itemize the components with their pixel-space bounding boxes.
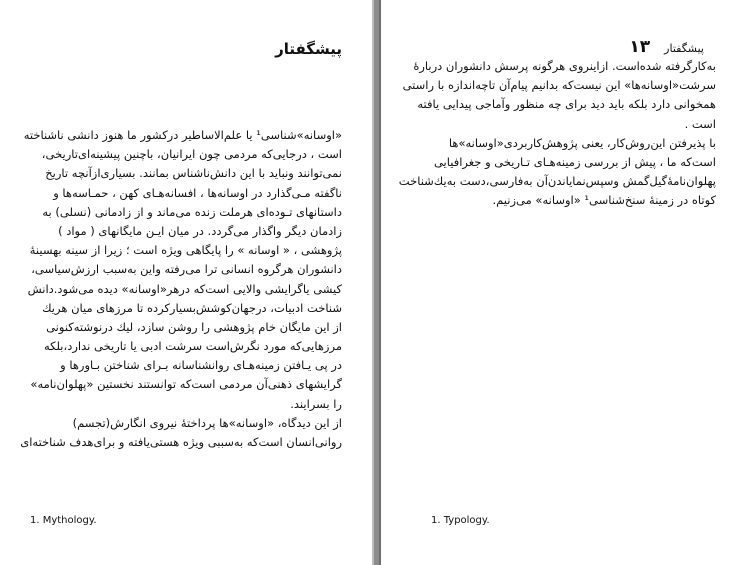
text-line: «اوسانه»شناسی¹ یا علم‌الاساطیر درکشور ما هنوز دانشی ناشناخته (23, 128, 342, 142)
text-line: ناگفته مـی‌گذارد در اوسانه‌ها ، افسانه‌هـای کهن ، حمـاسه‌ها و (53, 185, 342, 200)
left-body-text (20, 126, 342, 452)
text-line: نمی‌توانند ونباید با این دانش‌ناشناس بمانند. بسیاری‌از‌آنچه تاریخ (45, 166, 342, 181)
text-line: است ، درجایی‌که مردمی چون ایرانیان، باچنین پیشینه‌ای‌تاریخی، (41, 147, 342, 162)
text-line: همخوانی دارد بلکه باید دید برای چه منظور وآماجی پیدایی یافته (417, 97, 716, 112)
text-line: کوتاه در زمینهٔ سنخ‌شناسی¹ «اوسانه» می‌زنیم. (492, 193, 716, 208)
right-page (381, 0, 752, 565)
text-line: سرشت«اوسانه‌ها» این نیست‌که بدانیم پیام‌آن تاچه‌اندازه با راستی (402, 78, 716, 93)
text-line: دانشوران هرگروه انسانی ترا می‌رفته واین به‌سبب ارزش‌سیاسی، (31, 262, 342, 277)
text-line: شناخت ادبیات، درجهان‌کوشش‌بسیارکرده تا مرزهای میان هریك (42, 300, 342, 315)
right-footnote: 1. Typology. (431, 515, 490, 526)
left-page (0, 0, 372, 565)
text-line: زادمان دیگر واگذار می‌گردد. در میان ایـن مایگانهای ( مواد ) (58, 223, 342, 238)
running-header-title: پیشگفتار (664, 42, 704, 55)
text-line: کیشی یاگرایشی والایی است‌که درهر«اوسانه» دیده می‌شود.دانش (27, 281, 342, 296)
text-line: از این مایگان خام پژوهشی را روشن سازد، لیك درنوشته‌کنونی (46, 319, 342, 334)
text-line: از این دیدگاه، «اوسانه»ها پرداختهٔ نیروی انگارش(تجسم) (72, 415, 342, 430)
right-body-text (396, 57, 716, 211)
book-spine (372, 0, 381, 565)
left-footnote: 1. Mythology. (30, 515, 97, 526)
text-line: داستانهای تـوده‌ای هرملت زنده می‌ماند و از زادمانی (نسلی) به (42, 204, 342, 219)
text-line: با پذیرفتن این‌روش‌کار، یعنی پژوهش‌کاربردی«اوسانه»ها (448, 135, 716, 150)
text-line: پهلوان‌نامهٔ‌گیل‌گمش وسپس‌نمایاندن‌آن به‌فارسی،دست به‌یك‌شناخت (398, 174, 716, 189)
text-line: است‌که ما ، پیش از بررسی زمینه‌هـای تـاریخی و جغرافیایی (433, 154, 716, 169)
text-line: به‌کارگرفته شده‌است. ازاینروی هرگونه پرسش دانشوران دربارهٔ (413, 59, 716, 73)
text-line: گرایشهای ذهنی‌آن مردمی است‌که توانستند نخستین «پهلوان‌نامه» (30, 377, 342, 392)
text-line: پژوهشی ، « اوسانه » را پایگاهی ویژه است ؛ زیرا از سینه بهسینهٔ (29, 243, 342, 258)
text-line: را بسرایند. (290, 396, 342, 411)
text-line: روانی‌انسان است‌که به‌سببی ویژه هستی‌یافته و برای‌هدف شناخته‌ای (20, 435, 342, 449)
page-number: ۱۳ (629, 37, 651, 57)
page-title: پیشگفتار (275, 40, 342, 58)
running-header (629, 37, 704, 57)
text-line: است . (684, 116, 716, 131)
text-line: مرزهایی‌که مورد نگرش‌است سرشت ادبی یا تاریخی ندارد،بلکه (43, 339, 342, 354)
text-line: در پی یـافتن زمینه‌هـای روانشناسانه بـرای شناختن بـاورها و (60, 358, 342, 373)
